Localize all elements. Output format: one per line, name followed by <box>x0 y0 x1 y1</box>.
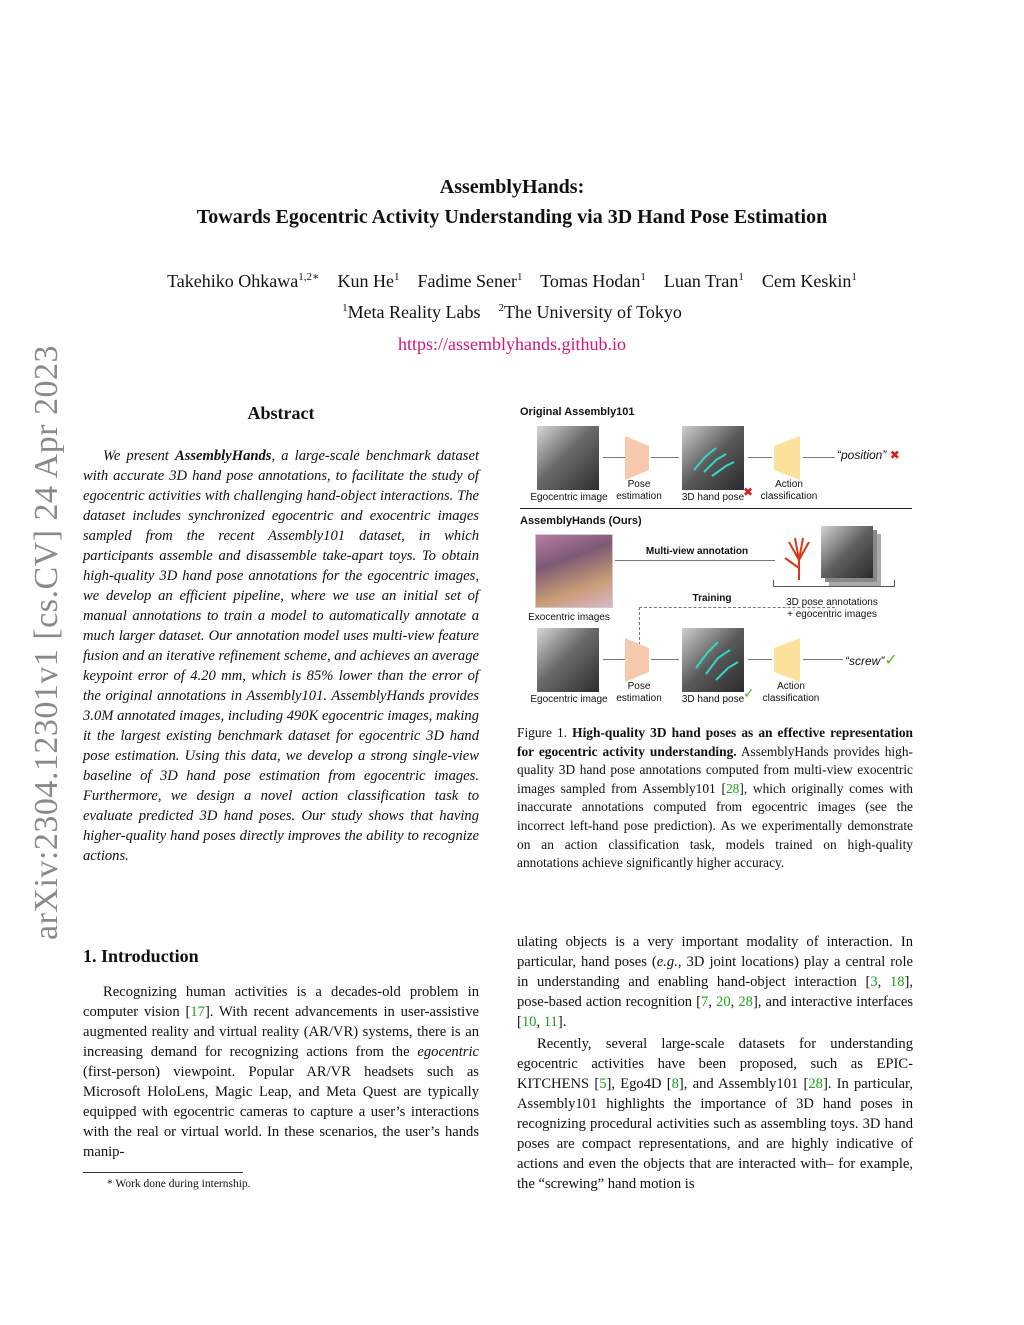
arrow <box>603 659 625 660</box>
egocentric-image-thumbnail <box>537 628 599 692</box>
label-multi-view-annotation: Multi-view annotation <box>645 546 749 557</box>
label-action-classification: Action classification <box>762 681 820 704</box>
action-trapezoid <box>774 638 800 682</box>
label-3d-pose-annotations: 3D pose annotations + egocentric images <box>786 597 878 620</box>
citation-link[interactable]: 3 <box>870 974 878 990</box>
pose-estimation-shape <box>625 638 649 682</box>
pose-trapezoid <box>625 436 649 480</box>
arrow <box>651 457 679 458</box>
prediction-position: “position” ✖ <box>837 448 900 462</box>
arrow <box>803 457 835 458</box>
label-3d-hand-pose: 3D hand pose <box>681 492 745 503</box>
egocentric-image-thumbnail <box>537 426 599 490</box>
3d-skeleton-icon <box>779 532 819 584</box>
label-pose-estimation: Pose estimation <box>616 681 662 704</box>
pose-estimation-shape <box>625 436 649 480</box>
pose-trapezoid <box>625 638 649 682</box>
citation-link[interactable]: 28 <box>738 994 753 1010</box>
label-training: Training <box>692 593 732 604</box>
egocentric-stack-thumbnail <box>821 526 873 578</box>
intro-paragraph-left: Recognizing human activities is a decades-old problem in computer vision [17]. With recent advancements in user-assistive augmented reality and virtual reality (AR/VR) systems, there is an increasing demand for recognizing actions from the egocentric (first-person) viewpoint. Popular AR/VR headsets such as Microsoft HoloLens, Magic Leap, and Meta Quest are typically equipped with egocentric cameras to capture a user’s interactions with the real or virtual world. In these scenarios, the user’s hands manip- <box>83 984 479 1160</box>
hand-skeleton-icon <box>682 628 744 692</box>
divider <box>520 508 912 509</box>
check-icon: ✓ <box>884 652 898 669</box>
citation-link[interactable]: 10 <box>521 1014 537 1030</box>
bracket <box>773 580 895 587</box>
project-url-link[interactable]: https://assemblyhands.github.io <box>398 334 626 354</box>
citation-link[interactable]: 8 <box>671 1076 679 1092</box>
label-pose-estimation: Pose estimation <box>616 479 662 502</box>
author: Cem Keskin$^1$ <box>761 271 857 291</box>
hand-pose-thumbnail <box>682 426 744 490</box>
author: Fadime Sener$^1$ <box>417 271 523 291</box>
citation-link[interactable]: 28 <box>725 780 740 796</box>
author: Takehiko Ohkawa$^{1,2∗}$ <box>167 271 320 291</box>
arrow <box>803 659 843 660</box>
cross-icon: ✖ <box>743 485 754 499</box>
action-classification-shape <box>774 436 800 480</box>
author: Tomas Hodan$^1$ <box>540 271 646 291</box>
arrow <box>603 457 625 458</box>
citation-link[interactable]: 28 <box>808 1076 823 1092</box>
check-icon: ✓ <box>743 685 755 701</box>
abstract-body: We present AssemblyHands, a large-scale benchmark dataset with accurate 3D hand pose annotations, to facilitate the study of egocentric activities with challenging hand-object interactions. The dataset includes synchronized egocentric and exocentric images sampled from the recent Assembly101 dataset, in which participants assemble and disassemble take-apart toys. To obtain high-quality 3D hand pose annotations for the egocentric images, we develop an efficient pipeline, where we use an initial set of manual annotations to train a model to automatically annotate a much larger dataset. Our annotation model uses multi-view feature fusion and an iterative refinement scheme, and achieves an average keypoint error of 4.20 mm, which is 85% lower than the error of the original annotations in Assembly101. AssemblyHands provides 3.0M annotated images, including 490K egocentric images, making it the largest existing benchmark dataset for egocentric 3D hand pose estimation. Using this data, we develop a strong single-view baseline of 3D hand pose estimation from egocentric images. Furthermore, we design a novel action classification task to evaluate predicted 3D hand poses. Our study shows that having higher-quality hand poses directly improves the ability to recognize actions. <box>83 448 479 864</box>
figure-1 <box>517 402 917 714</box>
citation-link[interactable]: 11 <box>543 1014 558 1030</box>
paper-title-line1: AssemblyHands: <box>439 176 585 198</box>
action-trapezoid <box>774 436 800 480</box>
intro-paragraph-right-2: Recently, several large-scale datasets for understanding egocentric activities have been proposed, such as EPIC-KITCHENS [5], Ego4D [8], and Assembly101 [28]. In particular, Assembly101 highlights the importance of 3D hand poses in recognizing procedural activities such as assembling toys. 3D hand poses are compact representations, and are highly indicative of actions and even the objects that are interacted with– for example, the “screwing” hand motion is <box>517 1036 913 1192</box>
section-heading-introduction: 1. Introduction <box>83 946 199 966</box>
arxiv-side-label: arXiv:2304.12301v1 [cs.CV] 24 Apr 2023 <box>28 344 65 940</box>
hand-skeleton-icon <box>682 426 744 490</box>
hand-pose-thumbnail <box>682 628 744 692</box>
label-egocentric-image: Egocentric image <box>530 492 608 503</box>
arrow <box>748 659 772 660</box>
training-arrow <box>639 607 835 609</box>
label-action-classification: Action classification <box>760 479 818 502</box>
figure-caption: Figure 1. High-quality 3D hand poses as an effective representation for egocentric activity understanding. AssemblyHands provides high-quality 3D hand pose annotations computed from multi-view exocentric images sampled from Assembly101 [28], which originally comes with inaccurate annotations computed from egocentric images (see the incorrect left-hand pose prediction). As we experimentally demonstrate on an action classification task, models trained on high-quality annotations achieve significantly higher accuracy. <box>517 725 913 871</box>
author: Luan Tran$^1$ <box>663 271 744 291</box>
abstract-heading: Abstract <box>247 403 315 423</box>
citation-link[interactable]: 18 <box>889 974 905 990</box>
citation-link[interactable]: 7 <box>701 994 709 1010</box>
label-exocentric-images: Exocentric images <box>528 612 610 623</box>
intro-paragraph-right-1: ulating objects is a very important modality of interaction. In particular, hand poses (e.g., 3D joint locations) play a central role in understanding and enabling hand-object interaction [3, 18], pose-based action recognition [7, 20, 28], and interactive interfaces [10, 11]. <box>517 934 914 1030</box>
cross-icon: ✖ <box>889 448 900 462</box>
figure-section-title-original: Original Assembly101 <box>520 406 635 418</box>
footnote-rule <box>83 1172 243 1173</box>
author: Kun He$^1$ <box>337 271 400 291</box>
arrow <box>748 457 772 458</box>
citation-link[interactable]: 5 <box>599 1076 607 1092</box>
citation-link[interactable]: 17 <box>190 1004 205 1020</box>
exocentric-images-thumbnail <box>535 534 613 608</box>
footnote: * Work done during internship. <box>107 1178 251 1190</box>
citation-link[interactable]: 20 <box>716 994 731 1010</box>
prediction-screw: “screw”✓ <box>845 652 898 669</box>
affiliations: $^1$Meta Reality Labs $^2$The University of Tokyo <box>342 302 682 322</box>
paper-title-line2: Towards Egocentric Activity Understanding via 3D Hand Pose Estimation <box>196 206 828 228</box>
arrow <box>651 659 679 660</box>
action-classification-shape <box>774 638 800 682</box>
label-3d-hand-pose: 3D hand pose <box>681 694 745 705</box>
arrow <box>615 560 775 561</box>
label-egocentric-image: Egocentric image <box>530 694 608 705</box>
author-list <box>0 270 1024 292</box>
figure-section-title-ours: AssemblyHands (Ours) <box>520 515 642 527</box>
